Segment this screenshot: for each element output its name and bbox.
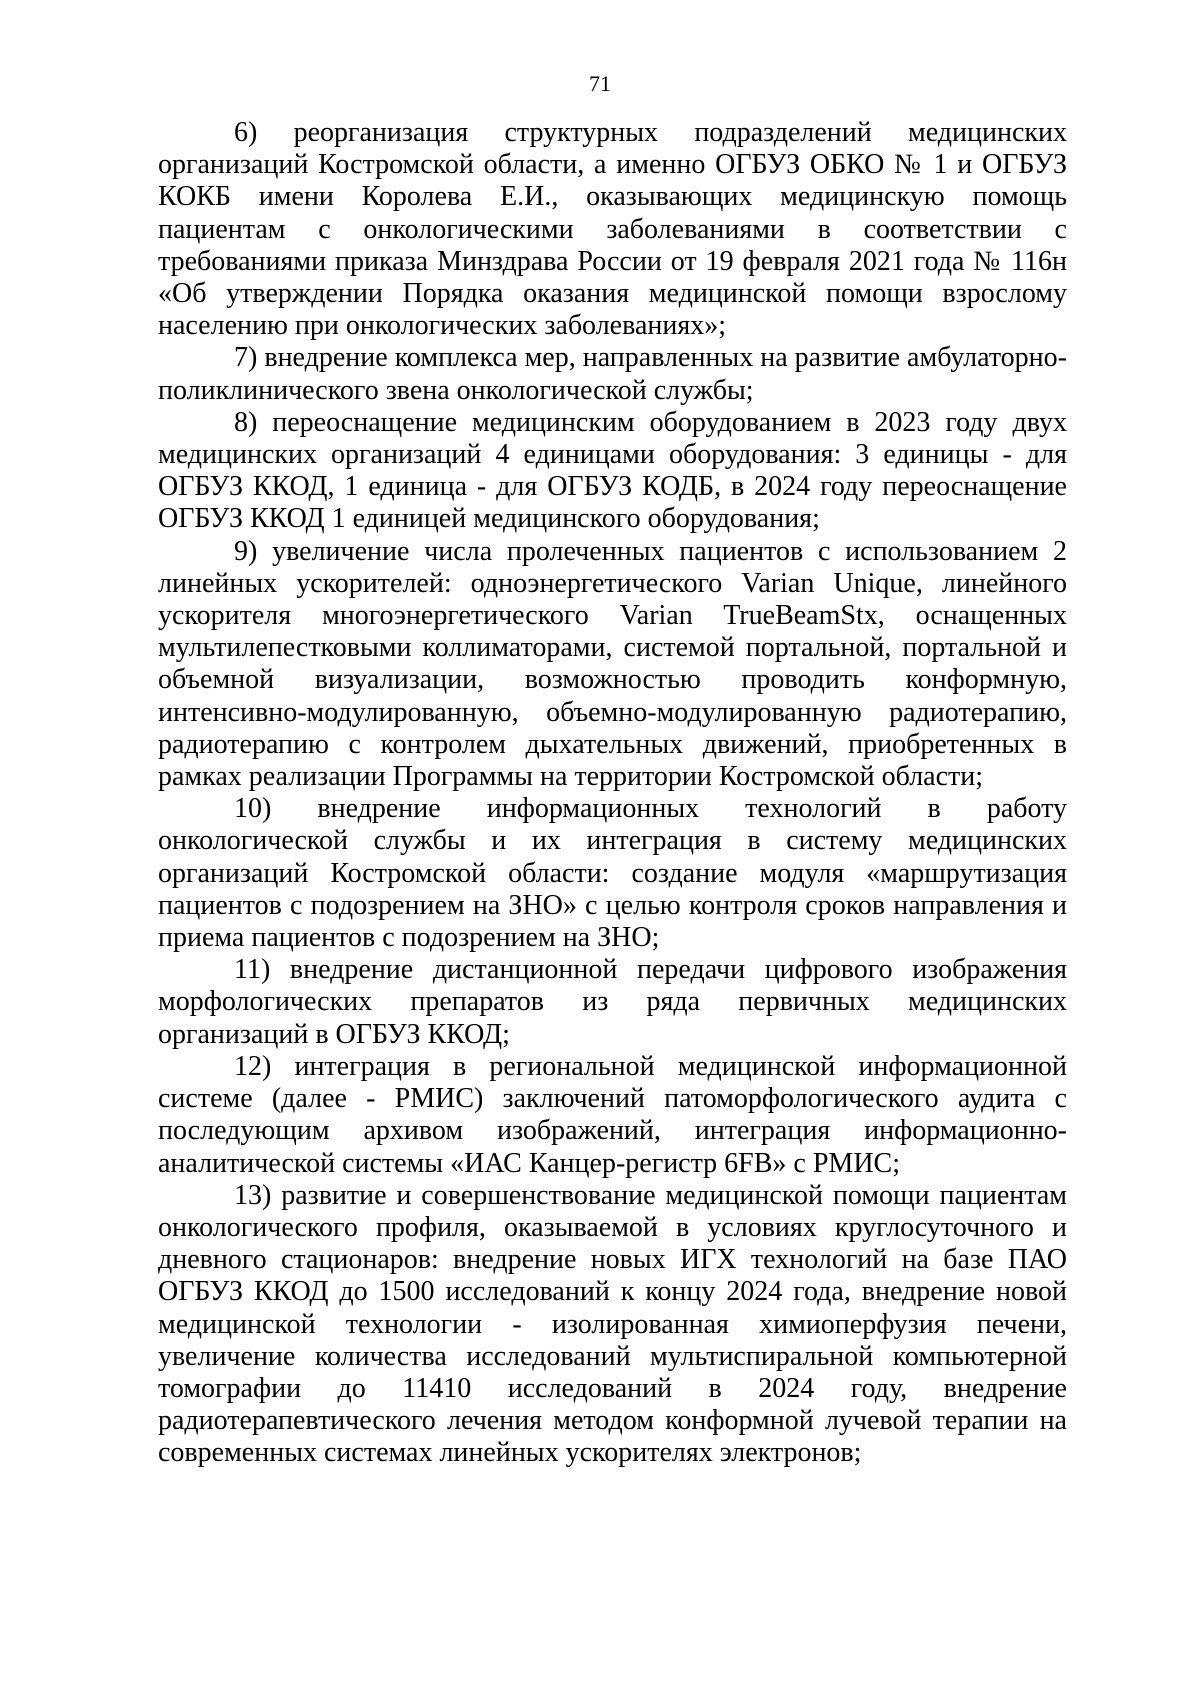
list-item: 11) внедрение дистанционной передачи цифрового изображения морфологических препаратов из ряда первичных медицинских организаций в ОГБУЗ ККОД; [158, 954, 1067, 1050]
list-item: 7) внедрение комплекса мер, направленных на развитие амбулаторно-поликлинического звена онкологической службы; [158, 342, 1067, 406]
list-item: 12) интеграция в региональной медицинской информационной системе (далее - РМИС) заключений патоморфологического аудита с последующим архивом изображений, интеграция информационно-аналитической системы «ИАС Канцер-регистр 6FB» с РМИС; [158, 1050, 1067, 1179]
list-item: 9) увеличение числа пролеченных пациентов с использованием 2 линейных ускорителей: одноэнергетического Varian Unique, линейного ускорителя многоэнергетического Varian TrueBeamStx, оснащенных мультилепестковыми коллиматорами, системой портальной, портальной и объемной визуализации, возможностью проводить конформную, интенсивно-модулированную, объемно-модулированную радиотерапию, радиотерапию с контролем дыхательных движений, приобретенных в рамках реализации Программы на территории Костромской области; [158, 535, 1067, 793]
list-item: 6) реорганизация структурных подразделений медицинских организаций Костромской области, а именно ОГБУЗ ОБКО № 1 и ОГБУЗ КОКБ имени Королева Е.И., оказывающих медицинскую помощь пациентам с онкологическими заболеваниями в соответствии с требованиями приказа Минздрава России от 19 февраля 2021 года № 116н «Об утверждении Порядка оказания медицинской помощи взрослому населению при онкологических заболеваниях»; [158, 117, 1067, 342]
document-body [158, 117, 1067, 1470]
page-number: 71 [589, 71, 611, 96]
list-item: 10) внедрение информационных технологий в работу онкологической службы и их интеграция в систему медицинских организаций Костромской области: создание модуля «маршрутизация пациентов с подозрением на ЗНО» с целью контроля сроков направления и приема пациентов с подозрением на ЗНО; [158, 793, 1067, 954]
list-item: 8) переоснащение медицинским оборудованием в 2023 году двух медицинских организаций 4 единицами оборудования: 3 единицы - для ОГБУЗ ККОД, 1 единица - для ОГБУЗ КОДБ, в 2024 году переоснащение ОГБУЗ ККОД 1 единицей медицинского оборудования; [158, 406, 1067, 535]
list-item: 13) развитие и совершенствование медицинской помощи пациентам онкологического профиля, оказываемой в условиях круглосуточного и дневного стационаров: внедрение новых ИГХ технологий на базе ПАО ОГБУЗ ККОД до 1500 исследований к концу 2024 года, внедрение новой медицинской технологии - изолированная химиоперфузия печени, увеличение количества исследований мультиспиральной компьютерной томографии до 11410 исследований в 2024 году, внедрение радиотерапевтического лечения методом конформной лучевой терапии на современных системах линейных ускорителях электронов; [158, 1179, 1067, 1469]
